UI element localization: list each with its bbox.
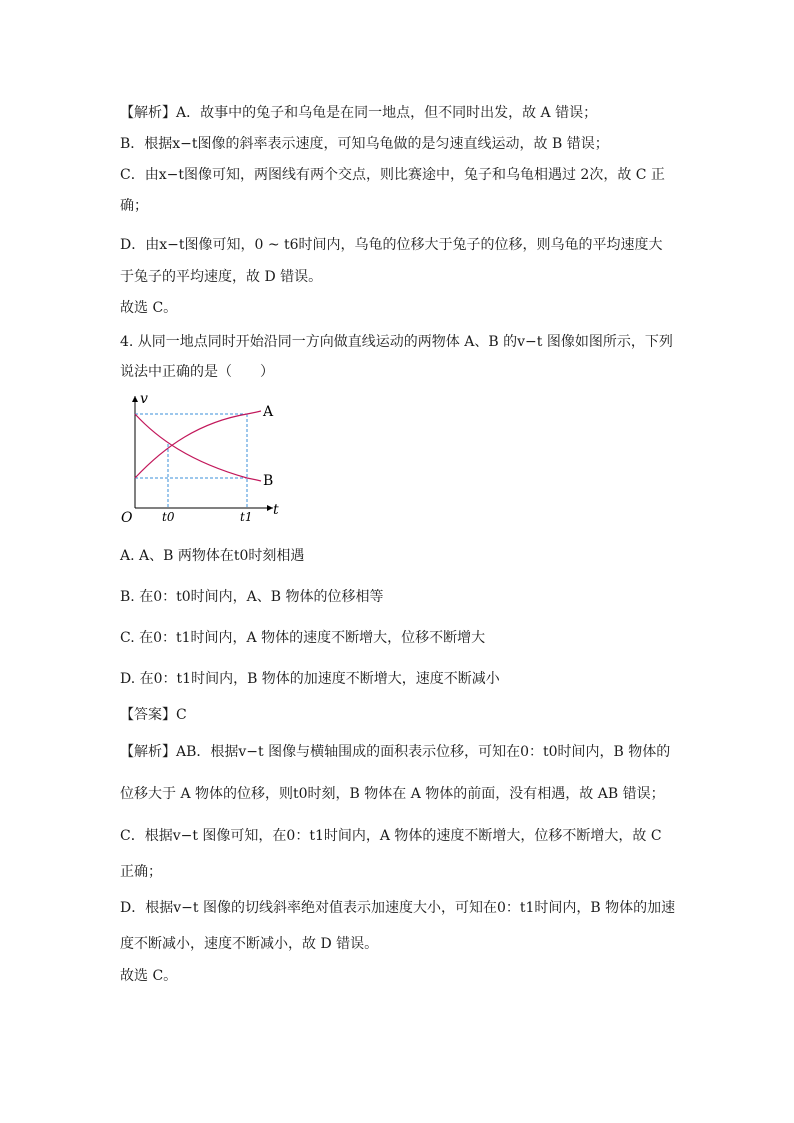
analysis-prev-line-3: C．由x−t图像可知，两图线有两个交点，则比赛途中，兔子和乌龟相遇过 2次，故 C 正 — [120, 167, 665, 183]
analysis-prev-line-6: 于兔子的平均速度，故 D 错误。 — [120, 269, 323, 285]
vt-graph-figure — [115, 390, 285, 530]
analysis-prev-line-2: B．根据x−t图像的斜率表示速度，可知乌龟做的是匀速直线运动，故 B 错误； — [120, 136, 609, 152]
option-c: C. 在0：t1时间内，A 物体的速度不断增大，位移不断增大 — [120, 630, 486, 646]
explanation-line-1: 【解析】AB．根据v−t 图像与横轴围成的面积表示位移，可知在0：t0时间内，B 物体的 — [120, 744, 671, 760]
explanation-conclusion: 故选 C。 — [120, 968, 178, 984]
option-a: A. A、B 两物体在t0时刻相遇 — [120, 548, 305, 564]
explanation-line-2: 位移大于 A 物体的位移，则t0时刻，B 物体在 A 物体的前面，没有相遇，故 AB 错误； — [120, 786, 665, 802]
origin-label: O — [121, 510, 133, 526]
option-b: B. 在0：t0时间内，A、B 物体的位移相等 — [120, 589, 384, 605]
answer-line: 【答案】C — [120, 707, 187, 723]
curve-a-label: A — [263, 404, 274, 420]
analysis-prev-line-5: D．由x−t图像可知，0 ~ t6时间内，乌龟的位移大于兔子的位移，则乌龟的平均速度大 — [120, 237, 663, 253]
analysis-prev-line-4: 确； — [120, 198, 148, 214]
explanation-line-5: D．根据v−t 图像的切线斜率绝对值表示加速度大小，可知在0：t1时间内，B 物体的加速 — [120, 900, 676, 916]
question-4-stem-line-1: 4. 从同一地点同时开始沿同一方向做直线运动的两物体 A、B 的v−t 图像如图所示，下列 — [120, 334, 673, 350]
curve-b-label: B — [263, 473, 274, 489]
explanation-line-4: 正确； — [120, 864, 162, 880]
explanation-line-3: C．根据v−t 图像可知，在0：t1时间内，A 物体的速度不断增大，位移不断增大，故 C — [120, 828, 662, 844]
explanation-line-6: 度不断减小，速度不断减小，故 D 错误。 — [120, 936, 379, 952]
curve-b — [135, 414, 261, 481]
option-d: D. 在0：t1时间内，B 物体的加速度不断增大，速度不断减小 — [120, 671, 500, 687]
analysis-prev-line-1: 【解析】A．故事中的兔子和乌龟是在同一地点，但不同时出发，故 A 错误； — [120, 105, 598, 121]
tick-t1-label: t1 — [240, 510, 253, 524]
tick-t0-label: t0 — [162, 510, 175, 524]
curve-a — [135, 411, 261, 478]
x-axis-label: t — [273, 502, 279, 518]
question-4-stem-line-2: 说法中正确的是（ ） — [120, 364, 274, 380]
y-axis-label: v — [140, 391, 148, 407]
analysis-prev-conclusion: 故选 C。 — [120, 300, 178, 316]
